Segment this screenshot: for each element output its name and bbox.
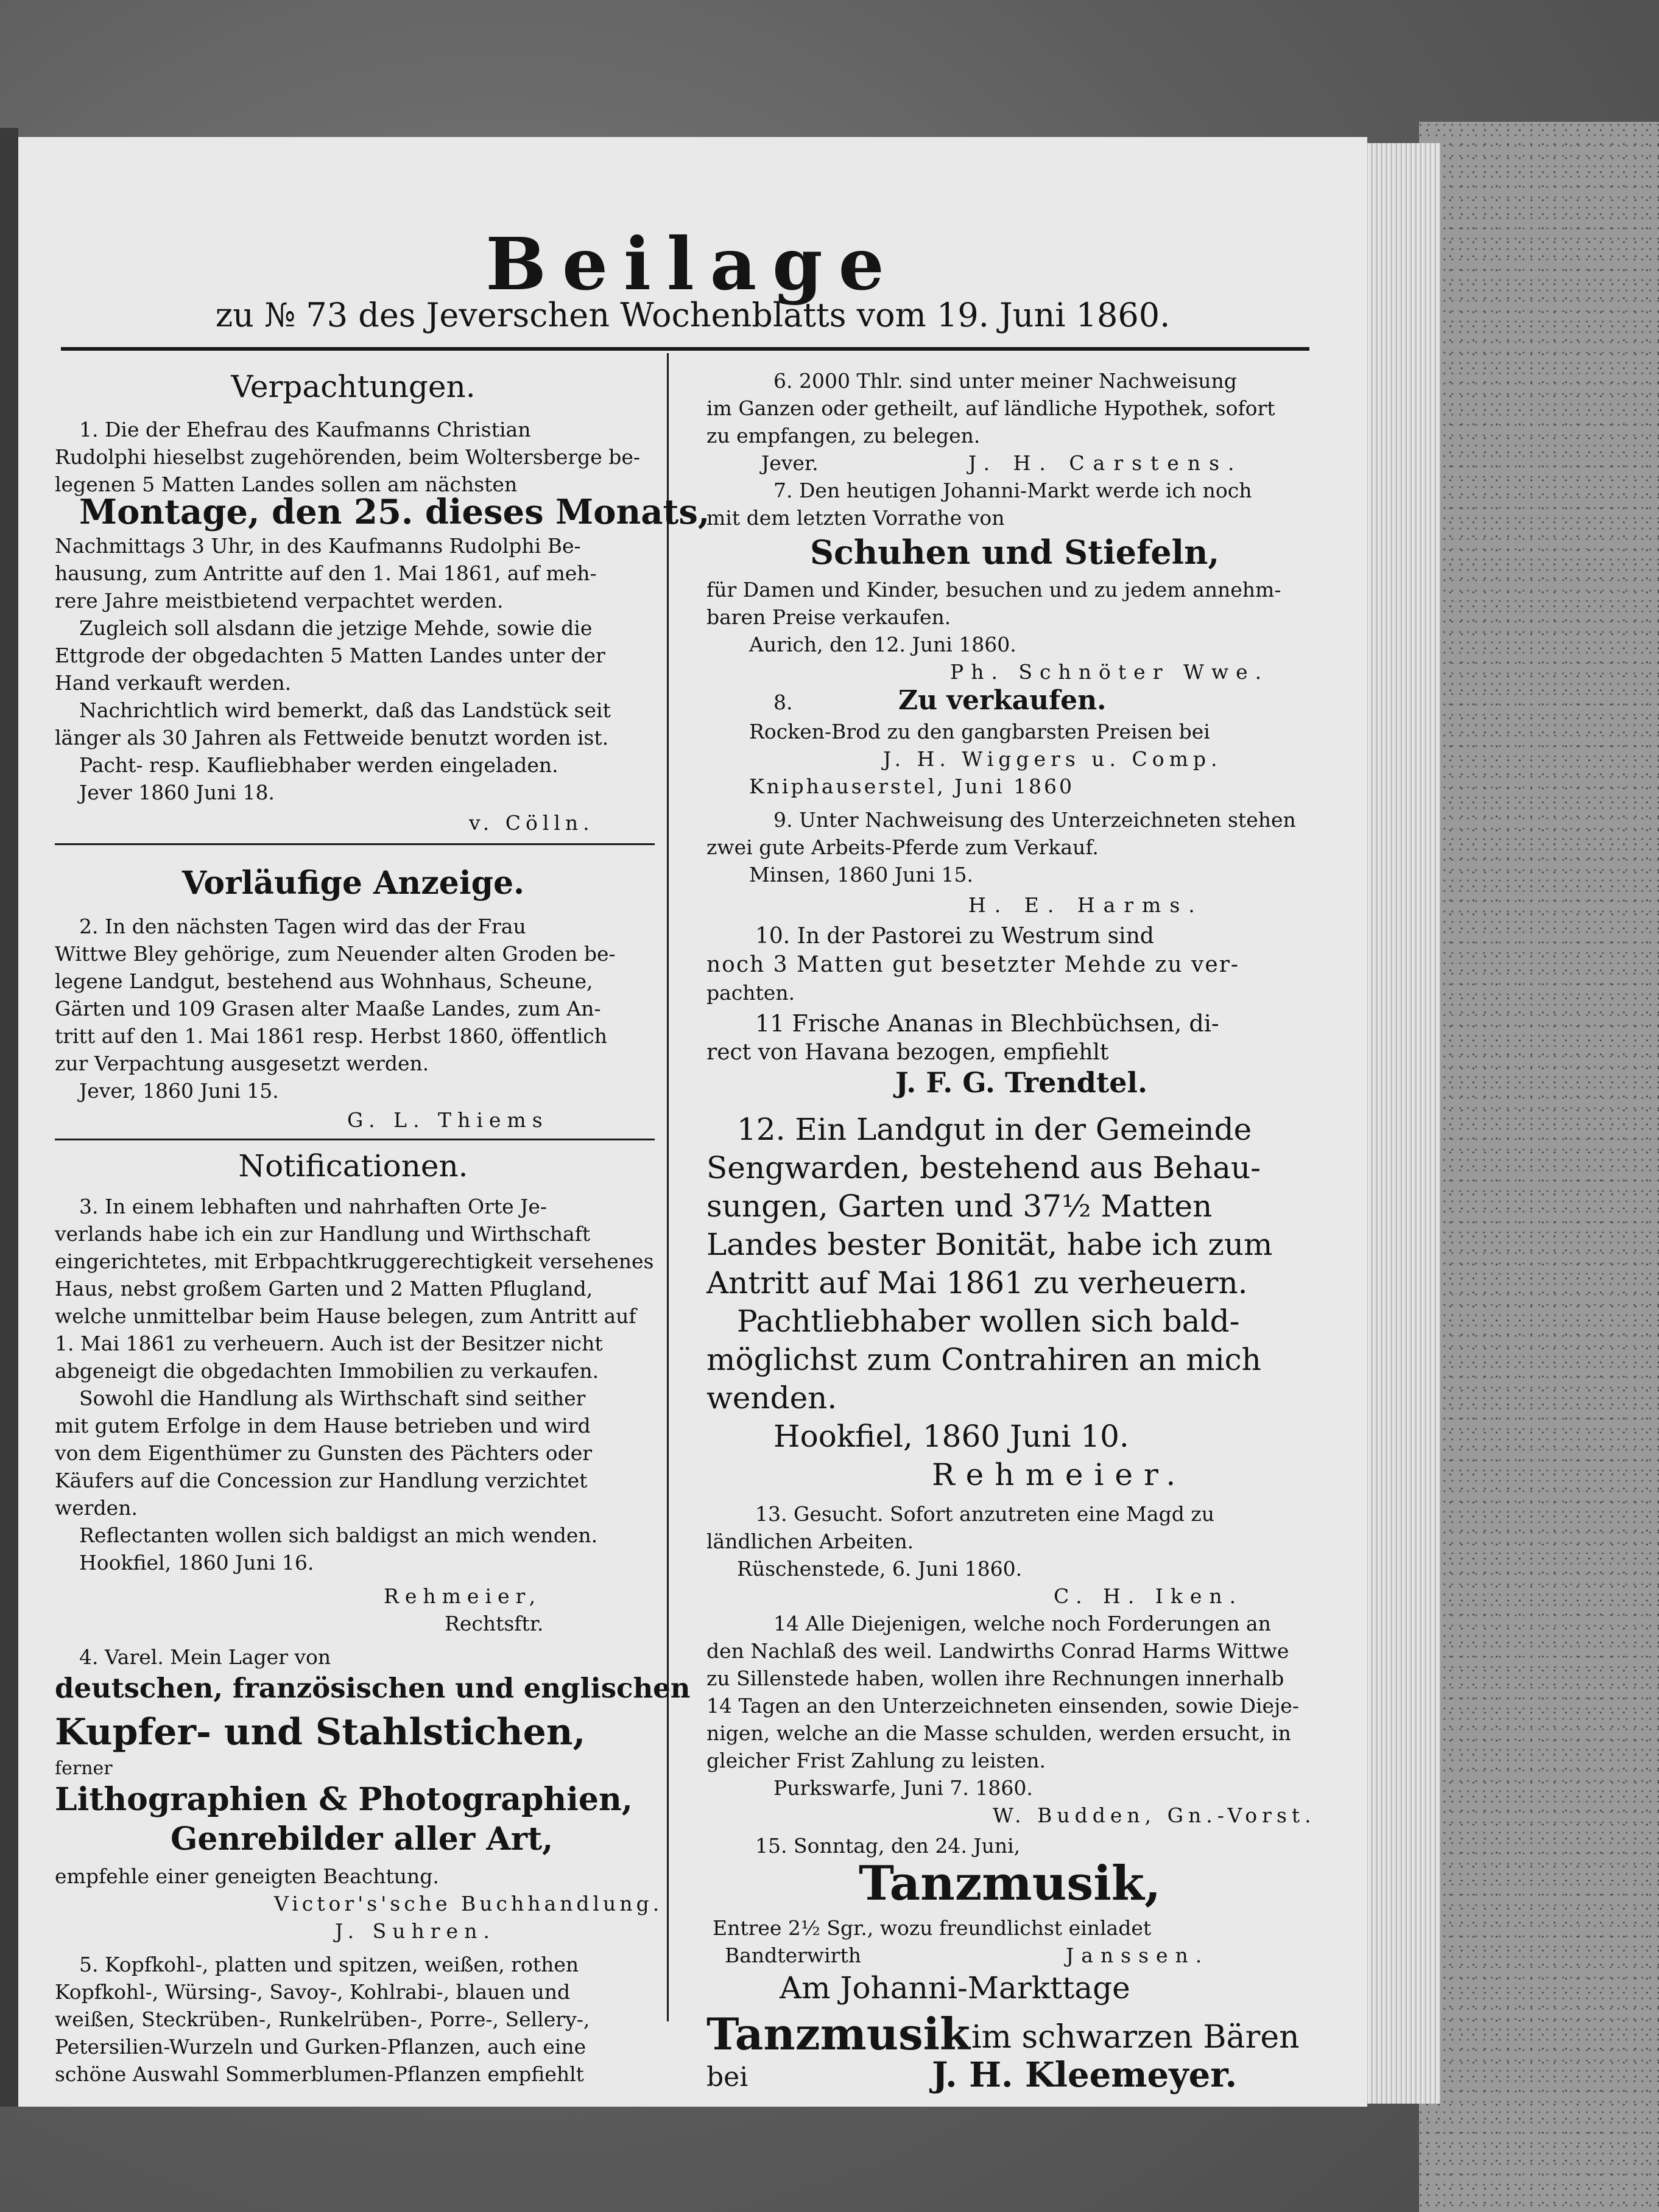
anzeige-heading: Vorläufige Anzeige.	[181, 865, 525, 902]
verpachtungen-line: Zugleich soll alsdann die jetzige Mehde, sowie die	[79, 616, 593, 640]
verpachtungen-line: 1. Die der Ehefrau des Kaufmanns Christian	[79, 418, 531, 441]
notificationen-line: werden.	[55, 1496, 138, 1520]
item4-highlight: deutschen, französischen und englischen	[55, 1672, 691, 1704]
verpachtungen-place-date: Jever 1860 Juni 18.	[79, 781, 275, 804]
item13-line: 13. Gesucht. Sofort anzutreten eine Magd zu	[755, 1502, 1214, 1526]
page-subtitle: zu № 73 des Jeverschen Wochenblatts vom 19. Juni 1860.	[215, 296, 1171, 334]
item15-bei: bei	[706, 2062, 748, 2093]
item9-place-date: Minsen, 1860 Juni 15.	[749, 863, 974, 887]
notificationen-line: Sowohl die Handlung als Wirthschaft sind seither	[79, 1386, 586, 1410]
verpachtungen-heading: Verpachtungen.	[231, 369, 476, 404]
item14-line: den Nachlaß des weil. Landwirths Conrad Harms Wittwe	[706, 1639, 1289, 1663]
item12-line: Antritt auf Mai 1861 zu verheuern.	[706, 1265, 1248, 1301]
item7-place-date: Aurich, den 12. Juni 1860.	[749, 633, 1016, 656]
item14-line: zu Sillenstede haben, wollen ihre Rechnungen innerhalb	[706, 1666, 1284, 1690]
verpachtungen-line: länger als 30 Jahren als Fettweide benutzt worden ist.	[55, 726, 609, 750]
anzeige-line: Gärten und 109 Grasen alter Maaße Landes, zum An-	[55, 997, 601, 1020]
anzeige-box-top	[55, 843, 655, 845]
item12-line: wenden.	[706, 1380, 837, 1416]
notificationen-line: 1. Mai 1861 zu verheuern. Auch ist der Besitzer nicht	[55, 1332, 603, 1355]
verpachtungen-line: rere Jahre meistbietend verpachtet werden.	[55, 589, 504, 613]
notificationen-line: Haus, nebst großem Garten und 2 Matten Pflugland,	[55, 1277, 593, 1301]
item7-line: mit dem letzten Vorrathe von	[706, 506, 1005, 530]
book-left-edge	[0, 128, 18, 2107]
item4-intro: 4. Varel. Mein Lager von	[79, 1645, 331, 1669]
item13-place-date: Rüschenstede, 6. Juni 1860.	[737, 1557, 1023, 1581]
notificationen-signature: Rehmeier,	[384, 1584, 542, 1608]
item4-highlight: Kupfer- und Stahlstichen,	[55, 1711, 586, 1754]
header-rule	[61, 347, 1309, 351]
item9-signature: H. E. Harms.	[968, 893, 1203, 917]
page-edges	[1355, 143, 1440, 2104]
item6-place: Jever.	[761, 451, 819, 475]
verpachtungen-signature: v. Cölln.	[469, 811, 594, 835]
item5-line: weißen, Steckrüben-, Runkelrüben-, Porre-, Sellery-,	[55, 2007, 590, 2031]
item15-place: Bandterwirth	[725, 1943, 861, 1967]
item14-line: gleicher Frist Zahlung zu leisten.	[706, 1749, 1046, 1772]
anzeige-signature: G. L. Thiems	[347, 1108, 549, 1132]
notificationen-signature-title: Rechtsftr.	[445, 1612, 544, 1635]
item10-line: noch 3 Matten gut besetzter Mehde zu ver-	[706, 952, 1240, 977]
item8-place-date: Kniphauserstel, Juni 1860	[749, 774, 1075, 798]
item15-highlight: Tanzmusik,	[859, 1856, 1161, 1911]
item4-highlight: Genrebilder aller Art,	[171, 1821, 554, 1858]
item8-heading: Zu verkaufen.	[898, 685, 1107, 716]
item5-line: Kopfkohl-, Würsing-, Savoy-, Kohlrabi-, blauen und	[55, 1980, 571, 2004]
item12-signature: Rehmeier.	[932, 1457, 1187, 1492]
item7-line: 7. Den heutigen Johanni-Markt werde ich noch	[773, 479, 1252, 502]
item14-place-date: Purkswarfe, Juni 7. 1860.	[773, 1776, 1033, 1800]
item11-line: 11 Frische Ananas in Blechbüchsen, di-	[755, 1010, 1219, 1037]
item12-line: 12. Ein Landgut in der Gemeinde	[737, 1112, 1252, 1147]
item12-line: möglichst zum Contrahiren an mich	[706, 1342, 1261, 1377]
item8-number: 8.	[773, 690, 793, 714]
item11-signature: J. F. G. Trendtel.	[895, 1066, 1147, 1099]
anzeige-line: legene Landgut, bestehend aus Wohnhaus, Scheune,	[55, 969, 593, 993]
item5-line: Petersilien-Wurzeln und Gurken-Pflanzen, auch eine	[55, 2035, 586, 2059]
item12-line: Pachtliebhaber wollen sich bald-	[737, 1304, 1240, 1339]
item14-signature: W. Budden, Gn.-Vorst.	[993, 1803, 1316, 1827]
item10-line: pachten.	[706, 981, 795, 1005]
page-title: Beilage	[485, 222, 900, 306]
verpachtungen-line: Pacht- resp. Kaufliebhaber werden eingeladen.	[79, 753, 558, 777]
verpachtungen-line: Rudolphi hieselbst zugehörenden, beim Woltersberge be-	[55, 445, 641, 469]
item9-line: 9. Unter Nachweisung des Unterzeichneten stehen	[773, 808, 1296, 832]
item15-line: Entree 2½ Sgr., wozu freundlichst einladet	[713, 1916, 1152, 1940]
anzeige-line: zur Verpachtung ausgesetzt werden.	[55, 1052, 429, 1075]
item15-highlight: Tanzmusik	[706, 2008, 970, 2060]
item14-line: nigen, welche an die Masse schulden, werden ersucht, in	[706, 1721, 1291, 1745]
notificationen-heading: Notificationen.	[238, 1148, 468, 1184]
item15-signature: J. H. Kleemeyer.	[932, 2055, 1238, 2095]
book-cover	[1419, 122, 1659, 2212]
item7-signature: Ph. Schnöter Wwe.	[950, 660, 1269, 684]
anzeige-box-bottom	[55, 1139, 655, 1140]
item6-line: 6. 2000 Thlr. sind unter meiner Nachweisung	[773, 369, 1237, 393]
item14-line: 14 Alle Diejenigen, welche noch Forderungen an	[773, 1612, 1271, 1635]
item13-line: ländlichen Arbeiten.	[706, 1529, 914, 1553]
item15-line: 15. Sonntag, den 24. Juni,	[755, 1834, 1021, 1858]
verpachtungen-line: legenen 5 Matten Landes sollen am nächsten	[55, 472, 518, 496]
newspaper-page	[18, 137, 1367, 2107]
notificationen-line: welche unmittelbar beim Hause belegen, zum Antritt auf	[55, 1304, 636, 1328]
notificationen-line: verlands habe ich ein zur Handlung und Wirthschaft	[55, 1222, 591, 1246]
item6-signature: J. H. Carstens.	[968, 451, 1243, 475]
item15-line: im schwarzen Bären	[971, 2019, 1300, 2056]
item9-line: zwei gute Arbeits-Pferde zum Verkauf.	[706, 835, 1099, 859]
anzeige-line: tritt auf den 1. Mai 1861 resp. Herbst 1860, öffentlich	[55, 1024, 607, 1048]
item7-line: für Damen und Kinder, besuchen und zu jedem annehm-	[706, 578, 1281, 602]
notificationen-line: 3. In einem lebhaften und nahrhaften Orte Je-	[79, 1195, 548, 1218]
item4-highlight: Lithographien & Photographien,	[55, 1781, 633, 1818]
anzeige-place-date: Jever, 1860 Juni 15.	[79, 1079, 279, 1103]
item6-line: im Ganzen oder getheilt, auf ländliche Hypothek, sofort	[706, 396, 1275, 420]
item4-ferner: ferner	[55, 1758, 113, 1779]
notificationen-line: abgeneigt die obgedachten Immobilien zu verkaufen.	[55, 1359, 599, 1383]
verpachtungen-line: Nachrichtlich wird bemerkt, daß das Landstück seit	[79, 698, 611, 722]
notificationen-line: von dem Eigenthümer zu Gunsten des Pächters oder	[55, 1441, 593, 1465]
item7-highlight: Schuhen und Stiefeln,	[810, 533, 1220, 572]
item6-line: zu empfangen, zu belegen.	[706, 424, 981, 448]
item4-signature: J. Suhren.	[335, 1919, 496, 1943]
item14-line: 14 Tagen an den Unterzeichneten einsenden, sowie Dieje-	[706, 1694, 1299, 1718]
notificationen-line: Käufers auf die Concession zur Handlung verzichtet	[55, 1469, 588, 1492]
item12-line: Landes bester Bonität, habe ich zum	[706, 1227, 1273, 1262]
notificationen-place-date: Hookfiel, 1860 Juni 16.	[79, 1551, 314, 1575]
column-divider	[667, 353, 669, 2021]
item8-line: Rocken-Brod zu den gangbarsten Preisen bei	[749, 720, 1210, 743]
verpachtungen-line: Nachmittags 3 Uhr, in des Kaufmanns Rudolphi Be-	[55, 534, 581, 558]
item12-line: sungen, Garten und 37½ Matten	[706, 1189, 1213, 1224]
notificationen-line: mit gutem Erfolge in dem Hause betrieben und wird	[55, 1414, 591, 1438]
verpachtungen-line: hausung, zum Antritte auf den 1. Mai 1861, auf meh-	[55, 561, 597, 585]
item8-signature: J. H. Wiggers u. Comp.	[883, 747, 1222, 771]
item12-place-date: Hookfiel, 1860 Juni 10.	[773, 1419, 1129, 1454]
verpachtungen-line: Ettgrode der obgedachten 5 Matten Landes unter der	[55, 644, 605, 667]
verpachtungen-line: Hand verkauft werden.	[55, 671, 292, 695]
item15-heading: Am Johanni-Markttage	[780, 1970, 1130, 2006]
item15-signature: Janssen.	[1066, 1943, 1210, 1967]
item10-line: 10. In der Pastorei zu Westrum sind	[755, 924, 1154, 949]
item4-signature: Victor's'sche Buchhandlung.	[274, 1892, 663, 1915]
verpachtungen-date-highlight: Montage, den 25. dieses Monats,	[79, 492, 710, 532]
anzeige-line: 2. In den nächsten Tagen wird das der Frau	[79, 915, 526, 938]
item11-line: rect von Havana bezogen, empfiehlt	[706, 1040, 1109, 1065]
item4-line: empfehle einer geneigten Beachtung.	[55, 1864, 439, 1888]
notificationen-line: eingerichtetes, mit Erbpachtkruggerechtigkeit versehenes	[55, 1249, 654, 1273]
notificationen-line: Reflectanten wollen sich baldigst an mich wenden.	[79, 1523, 598, 1547]
item12-line: Sengwarden, bestehend aus Behau-	[706, 1150, 1261, 1185]
item7-line: baren Preise verkaufen.	[706, 605, 951, 629]
item13-signature: C. H. Iken.	[1054, 1584, 1244, 1608]
item5-line: schöne Auswahl Sommerblumen-Pflanzen empfiehlt	[55, 2062, 584, 2086]
anzeige-line: Wittwe Bley gehörige, zum Neuender alten Groden be-	[55, 942, 616, 966]
item5-line: 5. Kopfkohl-, platten und spitzen, weißen, rothen	[79, 1953, 579, 1976]
